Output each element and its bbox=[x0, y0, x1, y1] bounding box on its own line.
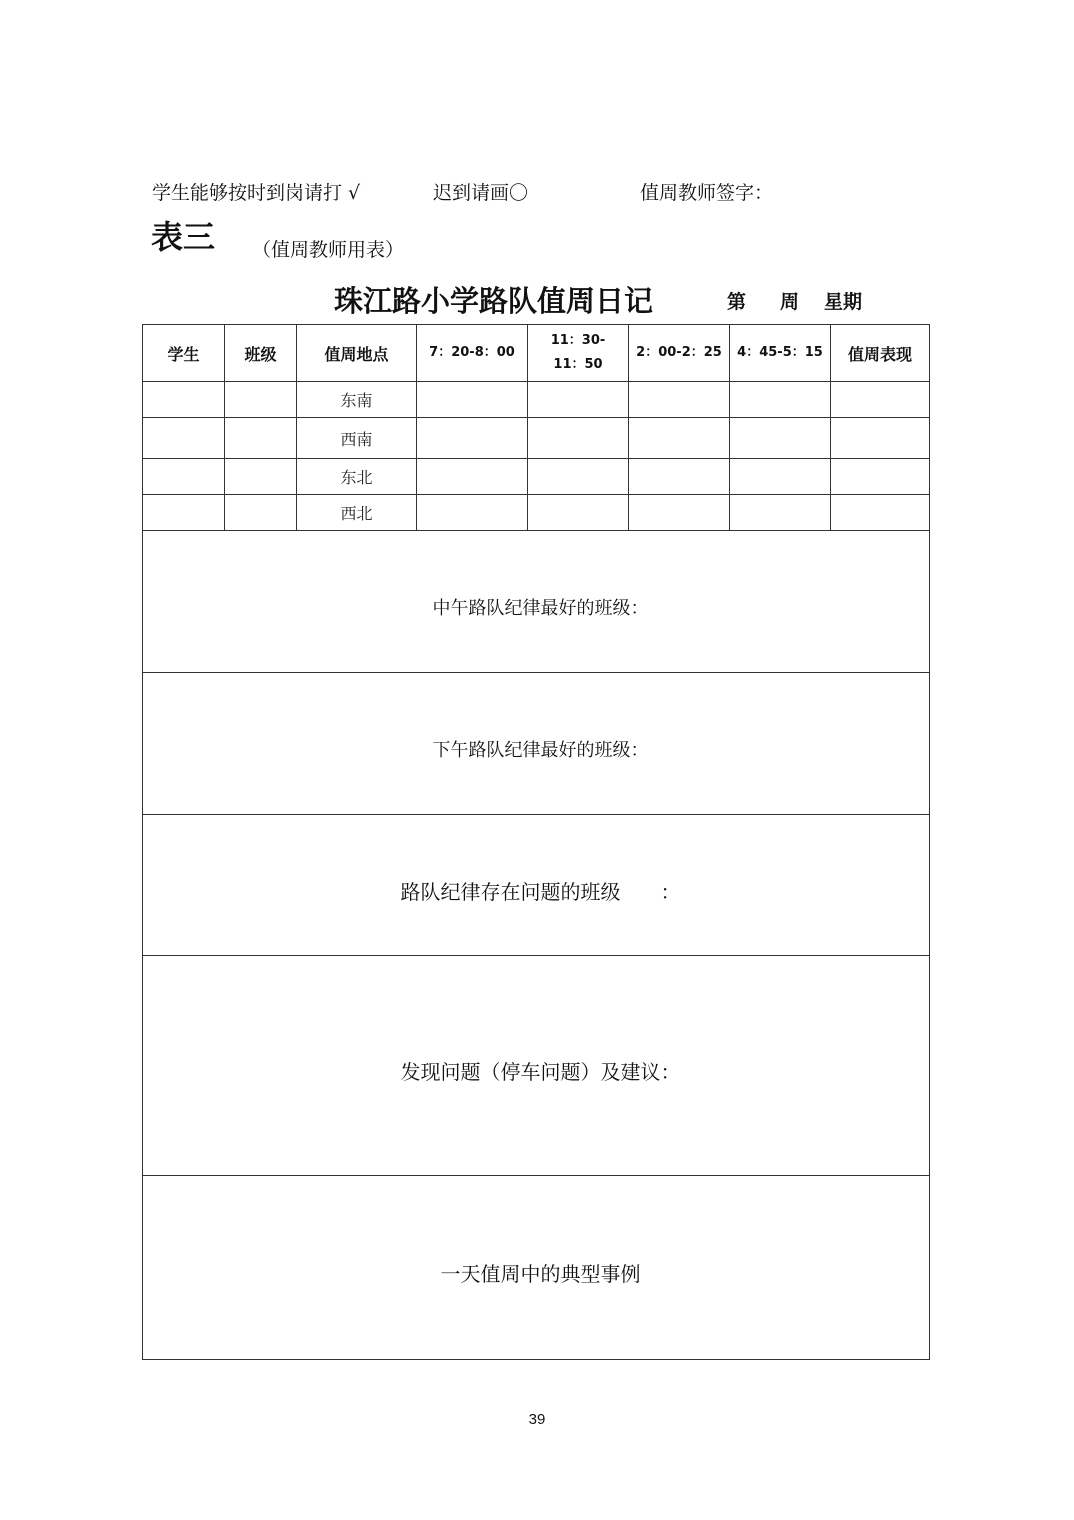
col-time-2: 11：30-11：50 bbox=[528, 325, 629, 382]
table-row bbox=[143, 382, 930, 418]
time-cell[interactable] bbox=[417, 382, 528, 418]
location-cell: 西北 bbox=[297, 495, 417, 531]
col-time-3: 2：00-2：25 bbox=[629, 325, 730, 382]
student-cell[interactable] bbox=[143, 459, 225, 495]
class-cell[interactable] bbox=[225, 382, 297, 418]
on-time-note: 学生能够按时到岗请打 √ bbox=[152, 182, 361, 204]
performance-cell[interactable] bbox=[831, 382, 930, 418]
typical-incident-label: 一天值周中的典型事例 bbox=[440, 1262, 641, 1286]
time-cell[interactable] bbox=[528, 382, 629, 418]
typical-incident-section bbox=[143, 1176, 930, 1360]
time-cell[interactable] bbox=[730, 418, 831, 459]
class-cell[interactable] bbox=[225, 459, 297, 495]
table-label: 表三 bbox=[151, 218, 216, 256]
class-cell[interactable] bbox=[225, 495, 297, 531]
time-cell[interactable] bbox=[730, 382, 831, 418]
time-cell[interactable] bbox=[528, 459, 629, 495]
time-cell[interactable] bbox=[417, 418, 528, 459]
time-cell[interactable] bbox=[629, 418, 730, 459]
late-note: 迟到请画〇 bbox=[433, 182, 529, 204]
time-cell[interactable] bbox=[528, 418, 629, 459]
afternoon-best-class-section bbox=[143, 673, 930, 815]
header-row bbox=[143, 325, 930, 382]
time-cell[interactable] bbox=[730, 459, 831, 495]
col-class: 班级 bbox=[225, 325, 297, 382]
afternoon-best-class-label: 下午路队纪律最好的班级： bbox=[432, 739, 649, 761]
class-cell[interactable] bbox=[225, 418, 297, 459]
performance-cell[interactable] bbox=[831, 459, 930, 495]
student-cell[interactable] bbox=[143, 418, 225, 459]
problem-class-section bbox=[143, 815, 930, 956]
col-location: 值周地点 bbox=[297, 325, 417, 382]
duty-log-table bbox=[142, 324, 930, 1360]
document-title: 珠江路小学路队值周日记 bbox=[334, 284, 654, 318]
time-cell[interactable] bbox=[417, 459, 528, 495]
table-subtitle: （值周教师用表） bbox=[252, 239, 405, 261]
col-time-4: 4：45-5：15 bbox=[730, 325, 831, 382]
table-row bbox=[143, 459, 930, 495]
col-time-1: 7：20-8：00 bbox=[417, 325, 528, 382]
teacher-signature-label: 值周教师签字： bbox=[640, 182, 774, 204]
performance-cell[interactable] bbox=[831, 495, 930, 531]
noon-best-class-label: 中午路队纪律最好的班级： bbox=[432, 597, 649, 619]
issues-suggestions-label: 发现问题（停车问题）及建议： bbox=[400, 1060, 681, 1084]
student-cell[interactable] bbox=[143, 495, 225, 531]
time-cell[interactable] bbox=[528, 495, 629, 531]
col-student: 学生 bbox=[143, 325, 225, 382]
time-cell[interactable] bbox=[730, 495, 831, 531]
weekday-label: 星期 bbox=[824, 291, 863, 313]
time-cell[interactable] bbox=[417, 495, 528, 531]
time-cell[interactable] bbox=[629, 459, 730, 495]
student-cell[interactable] bbox=[143, 382, 225, 418]
issues-suggestions-section bbox=[143, 956, 930, 1176]
table-row bbox=[143, 418, 930, 459]
week-prefix: 第 bbox=[727, 291, 747, 313]
location-cell: 西南 bbox=[297, 418, 417, 459]
table-row bbox=[143, 495, 930, 531]
problem-class-label: 路队纪律存在问题的班级 ： bbox=[400, 879, 681, 904]
noon-best-class-section bbox=[143, 531, 930, 673]
performance-cell[interactable] bbox=[831, 418, 930, 459]
time-cell[interactable] bbox=[629, 495, 730, 531]
col-performance: 值周表现 bbox=[831, 325, 930, 382]
time-cell[interactable] bbox=[629, 382, 730, 418]
location-cell: 东南 bbox=[297, 382, 417, 418]
page-number: 39 bbox=[528, 1411, 546, 1428]
week-suffix: 周 bbox=[780, 291, 800, 313]
location-cell: 东北 bbox=[297, 459, 417, 495]
